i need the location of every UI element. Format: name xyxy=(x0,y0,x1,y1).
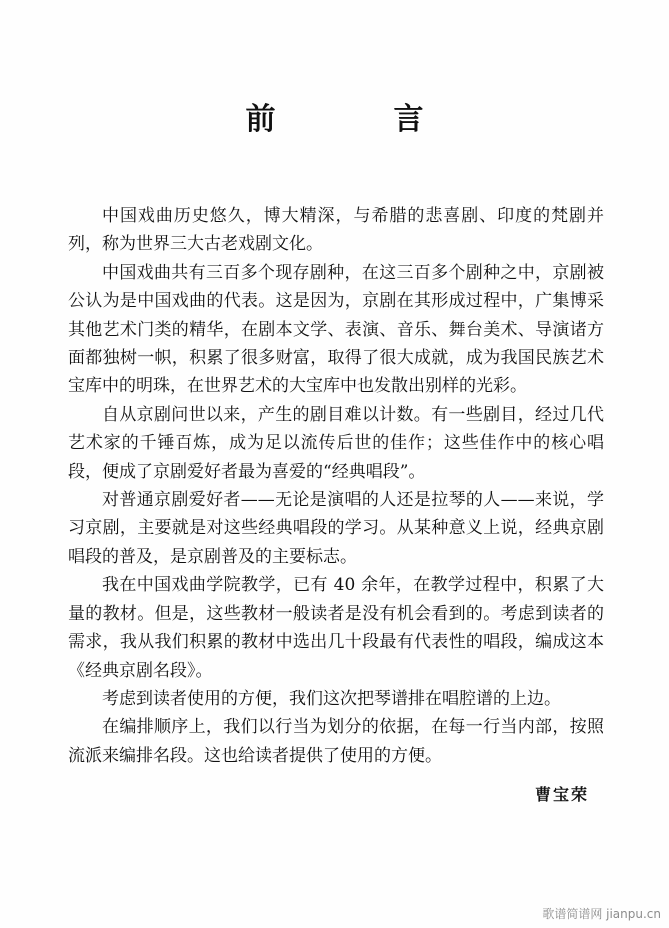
paragraph-6: 考虑到读者使用的方便，我们这次把琴谱排在唱腔谱的上边。 xyxy=(102,688,561,709)
preface-body xyxy=(68,202,604,770)
paragraph-7: 在编排顺序上，我们以行当为划分的依据，在每一行当内部，按照流派来编排名段。这也给读者提供了使用的方便。 xyxy=(68,717,604,766)
page-title: 前 言 xyxy=(245,102,468,137)
author-signature: 曹宝荣 xyxy=(534,785,589,804)
site-watermark: 歌谱简谱网 jianpu.cn xyxy=(542,907,661,921)
paragraph-4: 对普通京剧爱好者——无论是演唱的人还是拉琴的人——来说，学习京剧，主要就是对这些经典唱段的学习。从某种意义上说，经典京剧唱段的普及，是京剧普及的主要标志。 xyxy=(68,490,604,567)
paragraph-3: 自从京剧问世以来，产生的剧目难以计数。有一些剧目，经过几代艺术家的千锤百炼，成为足以流传后世的佳作；这些佳作中的核心唱段，便成了京剧爱好者最为喜爱的“经典唱段”。 xyxy=(68,404,604,482)
paragraph-1: 中国戏曲历史悠久，博大精深，与希腊的悲喜剧、印度的梵剧并列，称为世界三大古老戏剧文化。 xyxy=(68,206,604,255)
paragraph-2: 中国戏曲共有三百多个现存剧种，在这三百多个剧种之中，京剧被公认为是中国戏曲的代表。这是因为，京剧在其形成过程中，广集博采其他艺术门类的精华，在剧本文学、表演、音乐、舞台美术、导演诸方面都独树一帜，积累了很多财富，取得了很大成就，成为我国民族艺术宝库中的明珠，在世界艺术的大宝库中也发散出别样的光彩。 xyxy=(68,262,604,397)
paragraph-5: 我在中国戏曲学院教学，已有 40 余年，在教学过程中，积累了大量的教材。但是，这些教材一般读者是没有机会看到的。考虑到读者的需求，我从我们积累的教材中选出几十段最有代表性的唱段，编成这本《经典京剧名段》。 xyxy=(68,575,604,681)
